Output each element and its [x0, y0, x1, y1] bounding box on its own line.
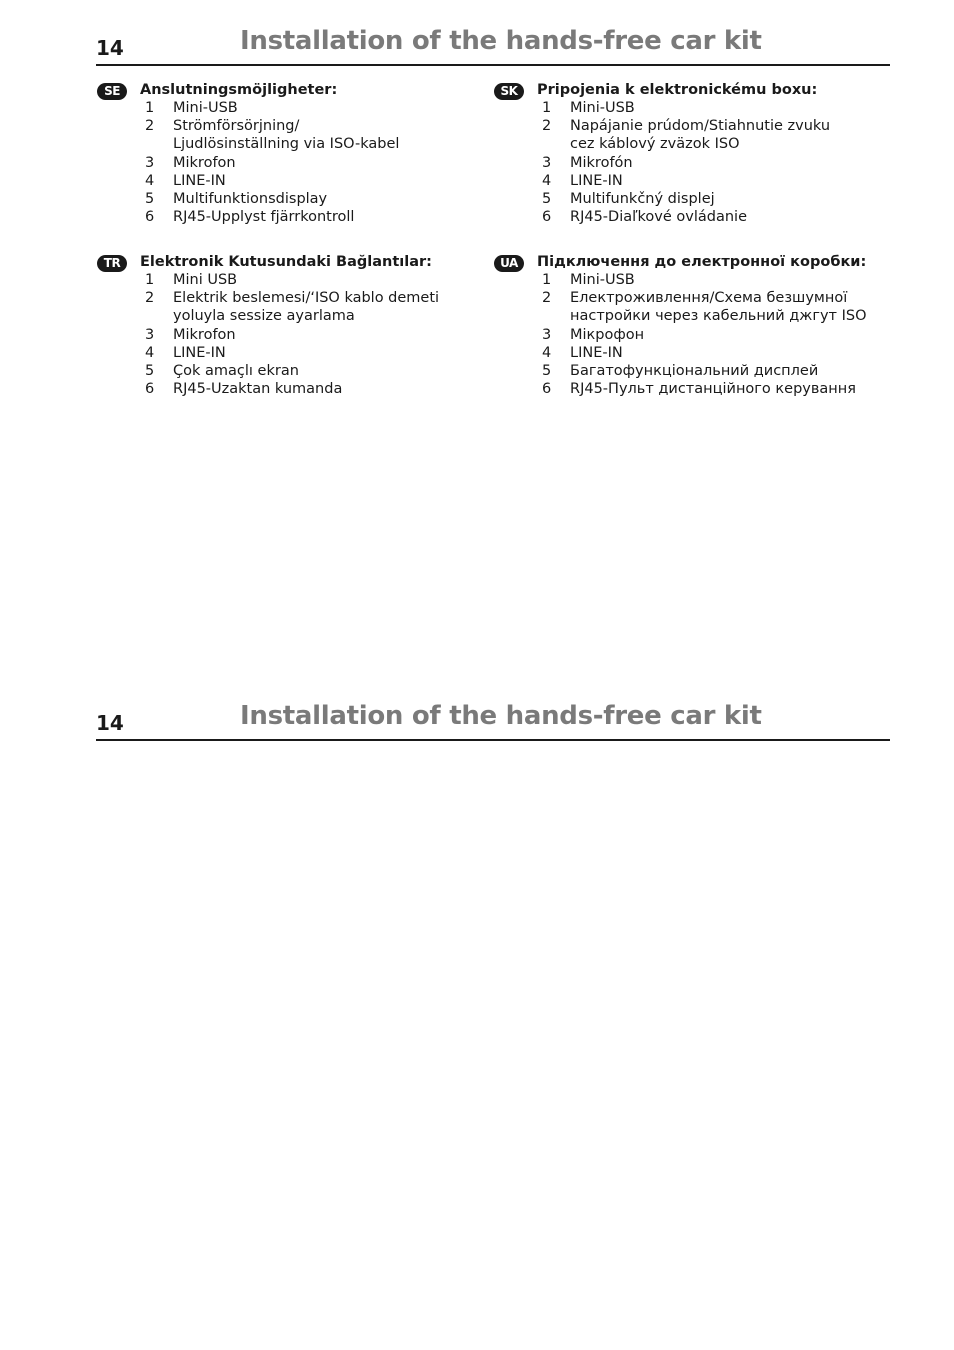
section-title: Elektronik Kutusundaki Bağlantılar: — [140, 254, 432, 270]
item-number: 4 — [145, 172, 155, 189]
page-title: Installation of the hands-free car kit — [240, 26, 762, 56]
item-text: Mini-USB — [173, 100, 238, 116]
list-item — [542, 289, 880, 325]
item-text: RJ45-Uzaktan kumanda — [173, 381, 343, 398]
item-text: Багатофункціональний дисплей — [570, 363, 819, 380]
item-number: 5 — [542, 191, 552, 208]
page-title: Installation of the hands-free car kit — [240, 701, 762, 731]
item-number: 1 — [145, 272, 155, 288]
item-number: 1 — [542, 100, 552, 116]
item-number: 4 — [542, 344, 552, 361]
language-badge-ua: UA — [494, 255, 524, 272]
item-number: 5 — [145, 191, 155, 208]
item-text: RJ45-Пульт дистанційного керування — [570, 381, 856, 398]
item-text: LINE-IN — [570, 172, 623, 189]
item-number: 6 — [542, 209, 552, 226]
list-item — [145, 380, 483, 398]
list-item — [145, 271, 483, 289]
item-number: 1 — [145, 100, 155, 116]
language-badge-se: SE — [97, 83, 127, 100]
list-item — [145, 362, 483, 380]
language-badge-sk: SK — [494, 83, 524, 100]
list-item — [542, 380, 880, 398]
list-item — [542, 99, 880, 117]
item-number: 5 — [145, 363, 155, 380]
item-number: 4 — [542, 172, 552, 189]
item-text: Електроживлення/Схема безшумної настройки через кабельний джгут ISO — [570, 290, 867, 325]
item-number: 3 — [145, 326, 155, 343]
item-text: Multifunktionsdisplay — [173, 191, 328, 208]
item-text: RJ45-Diaľkové ovládanie — [570, 209, 748, 226]
item-number: 4 — [145, 344, 155, 361]
item-number: 3 — [542, 326, 552, 343]
item-text: LINE-IN — [173, 344, 226, 361]
page-number: 14 — [96, 711, 124, 735]
item-number: 1 — [542, 272, 552, 288]
item-text: RJ45-Upplyst fjärrkontroll — [173, 209, 355, 226]
list-item — [542, 208, 880, 226]
list-item — [145, 117, 483, 153]
item-text: Çok amaçlı ekran — [173, 363, 299, 380]
item-text: Mini-USB — [570, 100, 635, 116]
item-number: 5 — [542, 363, 552, 380]
list-item — [542, 362, 880, 380]
connection-list — [145, 99, 483, 226]
item-number: 6 — [145, 209, 155, 226]
item-text: Elektrik beslemesi/‘ISO kablo demeti yoluyla sessize ayarlama — [173, 290, 440, 325]
item-number: 6 — [145, 381, 155, 398]
list-item — [542, 344, 880, 362]
item-text: Мікрофон — [570, 326, 645, 343]
list-item — [542, 117, 880, 153]
item-text: Multifunkčný displej — [570, 191, 715, 208]
section-title: Підключення до електронної коробки: — [537, 254, 867, 270]
list-item — [145, 172, 483, 190]
item-text: Strömförsörjning/ Ljudlösinställning via ISO-kabel — [173, 118, 400, 153]
item-number: 2 — [145, 118, 155, 135]
section-title: Pripojenia k elektronickému boxu: — [537, 82, 818, 98]
item-number: 2 — [145, 290, 155, 307]
item-text: Mini-USB — [570, 272, 635, 288]
list-item — [542, 326, 880, 344]
connection-list — [542, 99, 880, 226]
page-header — [96, 24, 890, 66]
connection-list — [542, 271, 880, 398]
list-item — [145, 190, 483, 208]
item-text: Mini USB — [173, 272, 238, 288]
section-title: Anslutningsmöjligheter: — [140, 82, 338, 98]
list-item — [145, 326, 483, 344]
list-item — [145, 154, 483, 172]
item-text: Mikrofón — [570, 154, 633, 171]
list-item — [542, 271, 880, 289]
item-number: 6 — [542, 381, 552, 398]
page-header-repeat — [96, 699, 890, 741]
list-item — [145, 289, 483, 325]
list-item — [145, 344, 483, 362]
list-item — [145, 208, 483, 226]
list-item — [542, 172, 880, 190]
item-text: Napájanie prúdom/Stiahnutie zvuku cez káblový zväzok ISO — [570, 118, 831, 153]
item-number: 2 — [542, 118, 552, 135]
item-text: LINE-IN — [173, 172, 226, 189]
item-text: LINE-IN — [570, 344, 623, 361]
page-number: 14 — [96, 36, 124, 60]
item-number: 3 — [542, 154, 552, 171]
language-badge-tr: TR — [97, 255, 127, 272]
item-text: Mikrofon — [173, 154, 236, 171]
item-number: 2 — [542, 290, 552, 307]
list-item — [145, 99, 483, 117]
connection-list — [145, 271, 483, 398]
list-item — [542, 190, 880, 208]
list-item — [542, 154, 880, 172]
item-text: Mikrofon — [173, 326, 236, 343]
item-number: 3 — [145, 154, 155, 171]
